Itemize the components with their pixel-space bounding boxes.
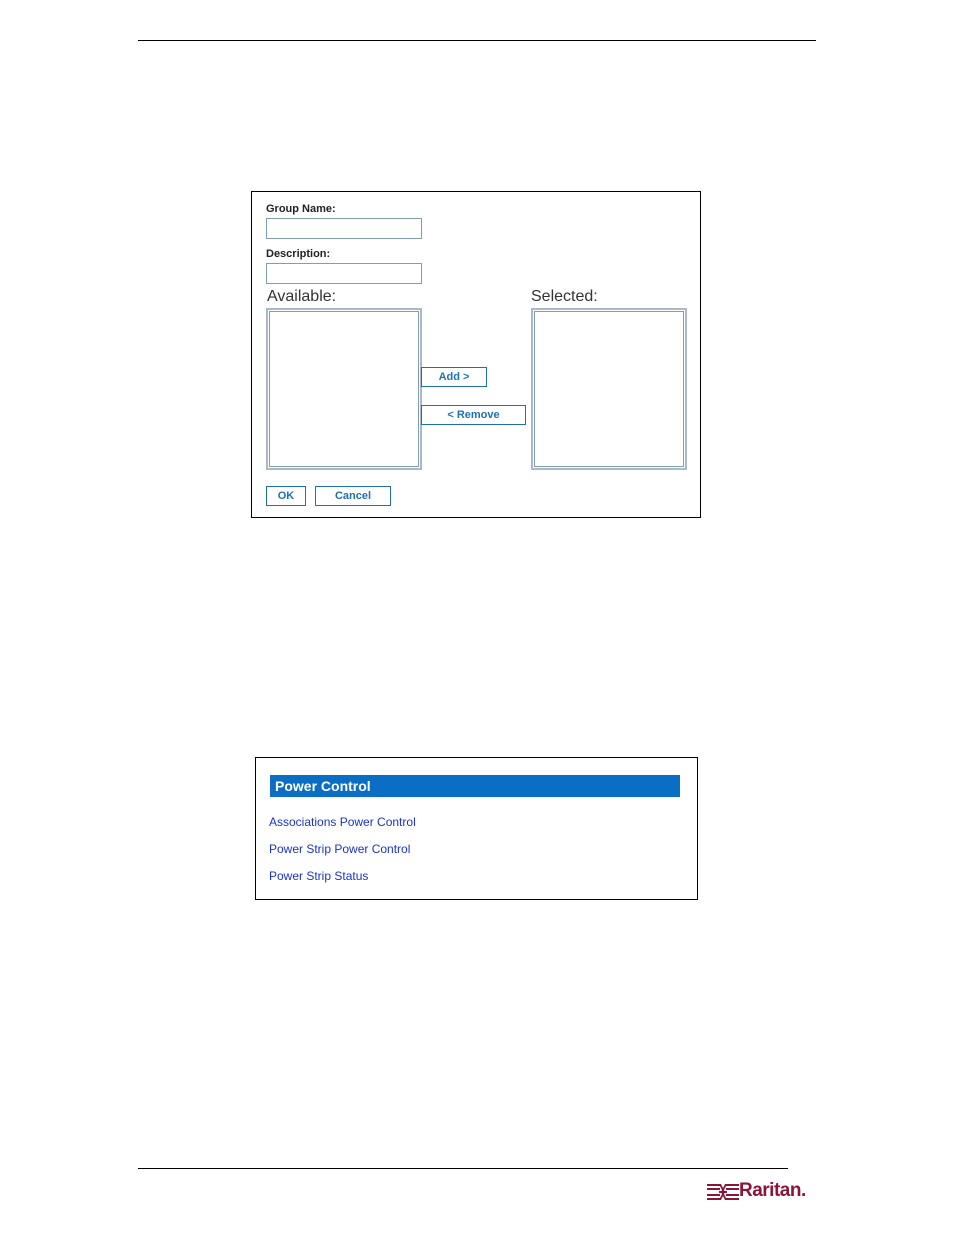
group-name-label: Group Name: bbox=[266, 203, 336, 215]
power-control-title: Power Control bbox=[275, 778, 371, 794]
group-name-input[interactable] bbox=[266, 218, 422, 239]
associations-power-control-link[interactable]: Associations Power Control bbox=[269, 815, 416, 829]
description-label: Description: bbox=[266, 248, 331, 260]
remove-button[interactable]: < Remove bbox=[421, 405, 526, 425]
power-control-header bbox=[270, 775, 680, 797]
raritan-logo-text: Raritan. bbox=[739, 1180, 806, 1201]
selected-list[interactable] bbox=[531, 308, 687, 470]
raritan-logo bbox=[707, 1180, 813, 1204]
footer-rule bbox=[138, 1168, 788, 1169]
add-group-dialog bbox=[251, 191, 701, 518]
description-input[interactable] bbox=[266, 263, 422, 284]
power-control-menu bbox=[255, 757, 698, 900]
cancel-button[interactable]: Cancel bbox=[315, 486, 391, 506]
available-list[interactable] bbox=[266, 308, 422, 470]
power-strip-status-link[interactable]: Power Strip Status bbox=[269, 869, 369, 883]
raritan-emblem-icon bbox=[707, 1182, 739, 1202]
power-strip-power-control-link[interactable]: Power Strip Power Control bbox=[269, 842, 411, 856]
selected-label: Selected: bbox=[531, 288, 598, 305]
ok-button[interactable]: OK bbox=[266, 486, 306, 506]
add-button[interactable]: Add > bbox=[421, 367, 487, 387]
header-rule bbox=[138, 40, 816, 41]
available-label: Available: bbox=[267, 288, 337, 305]
